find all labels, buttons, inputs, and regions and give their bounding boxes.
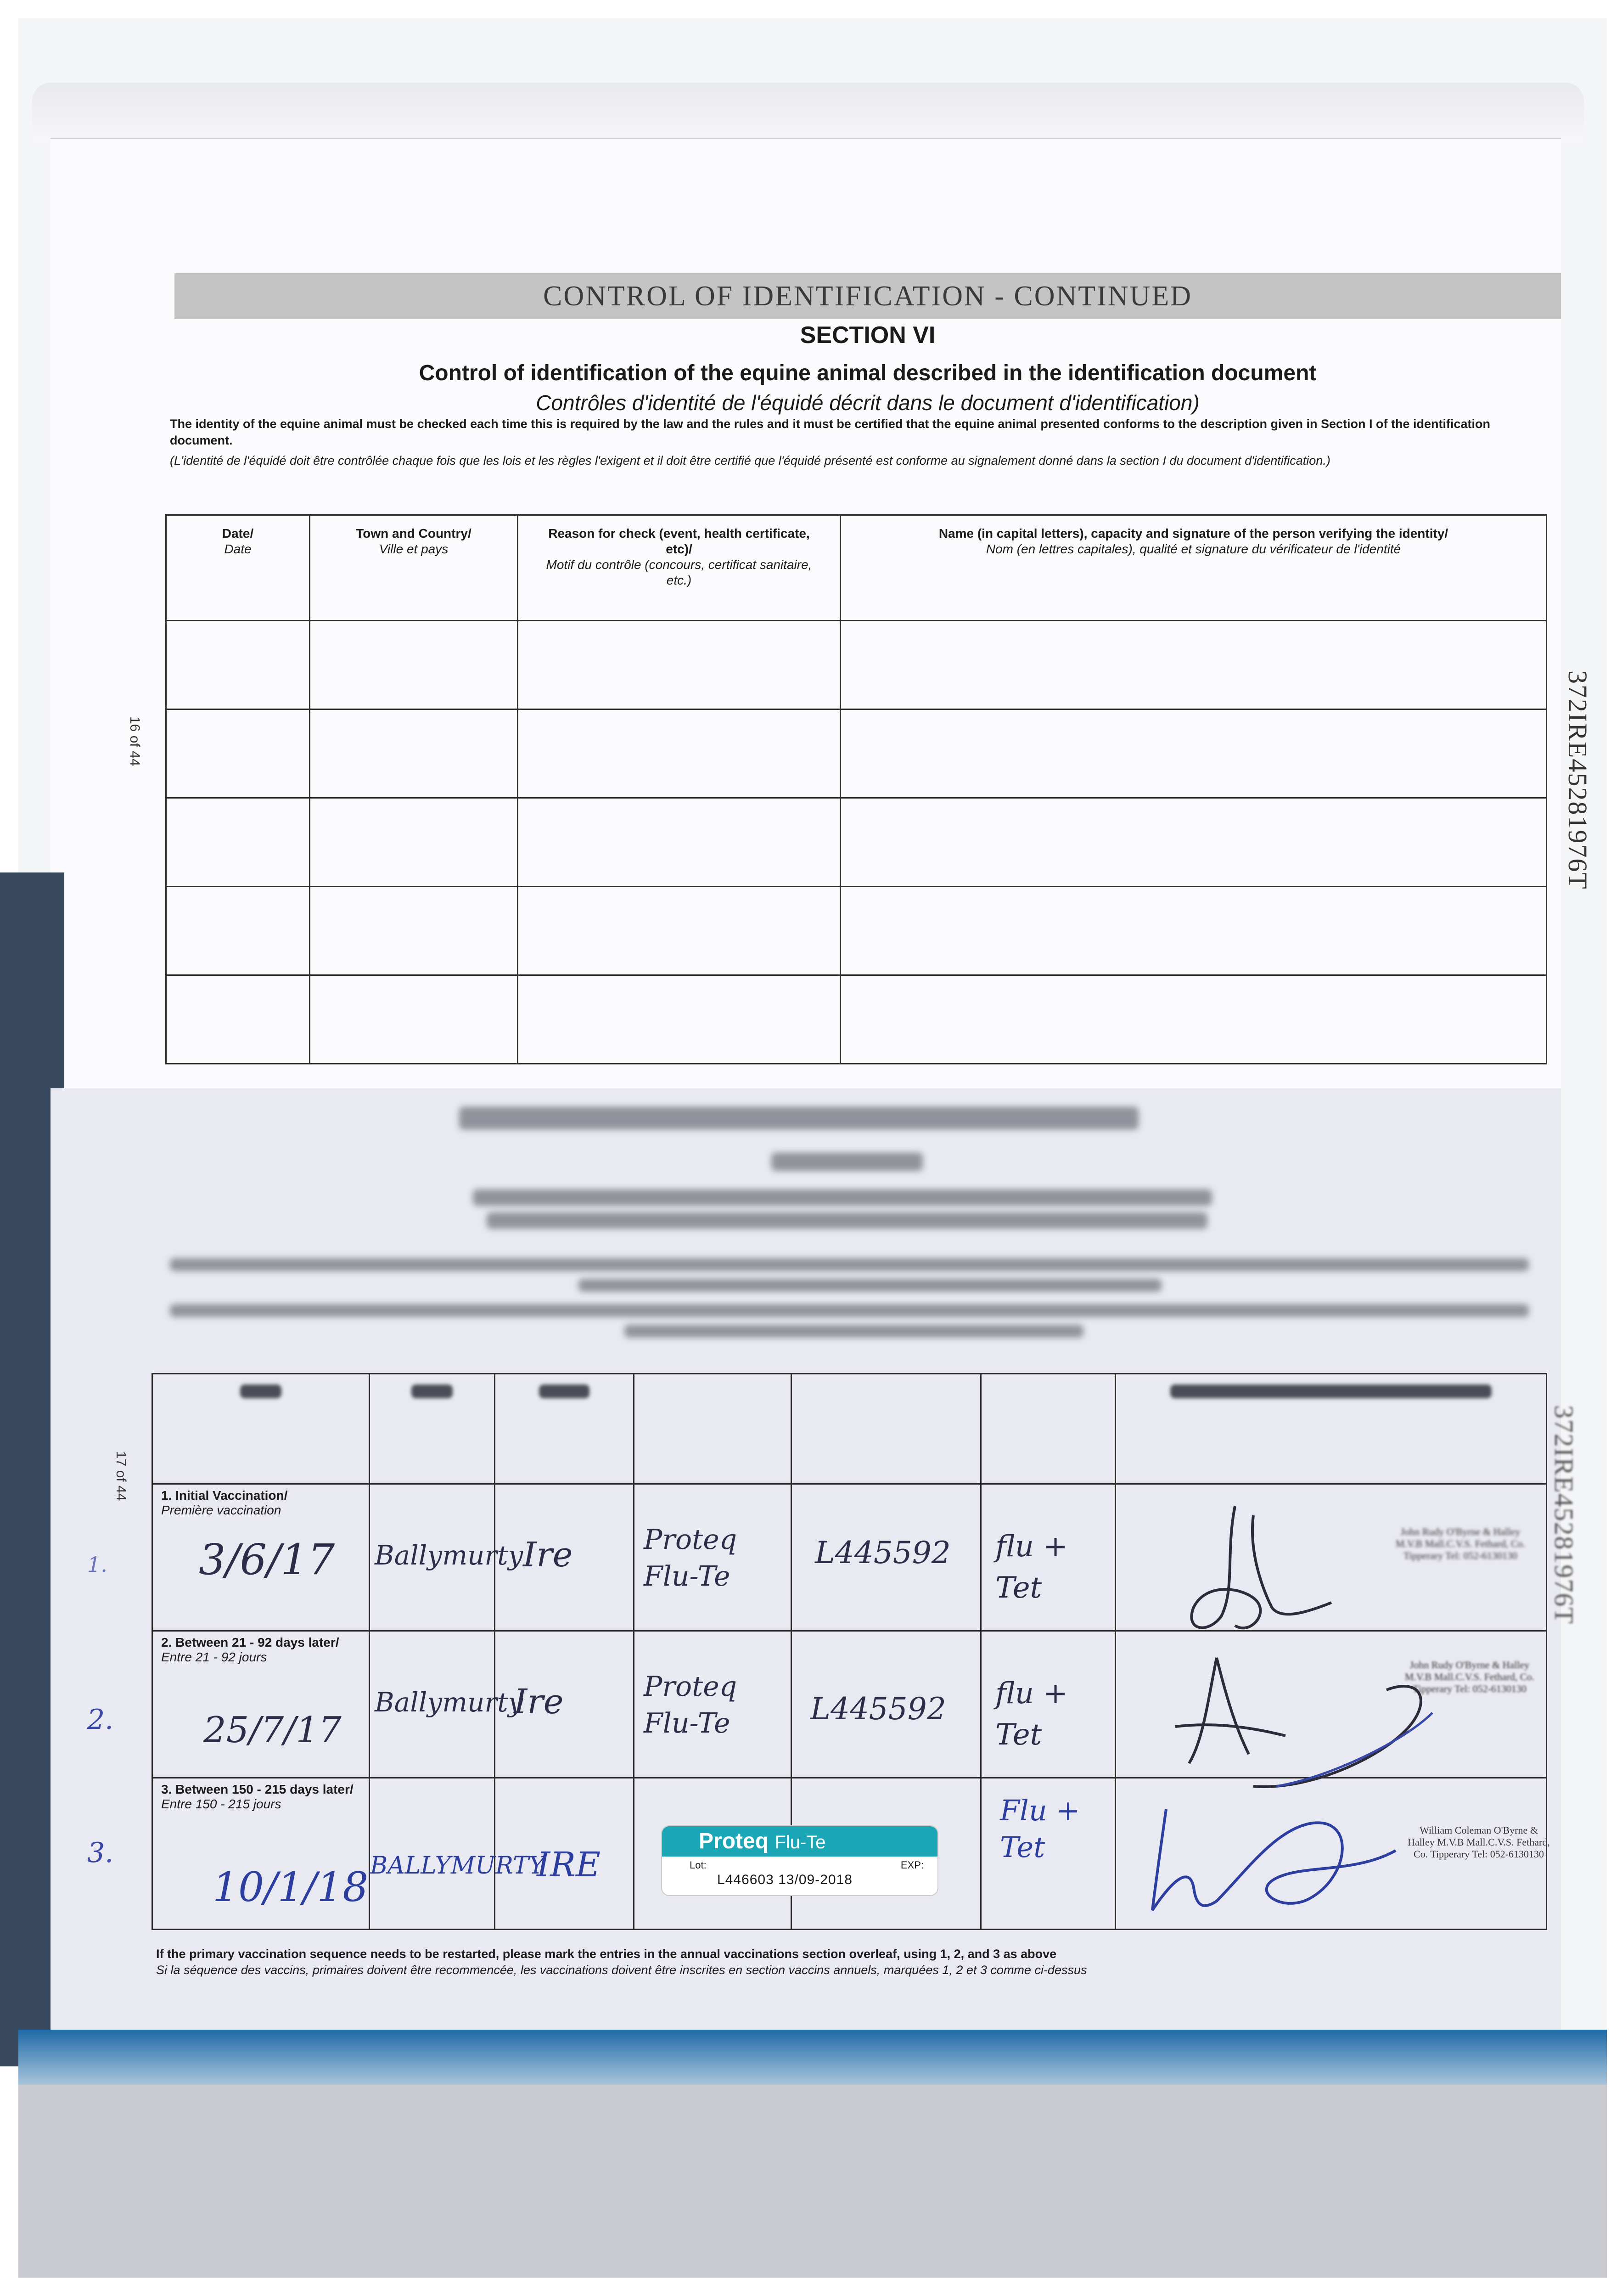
signature-row-2 bbox=[1148, 1649, 1469, 1800]
header-verifier: Name (in capital letters), capacity and signature of the person verifying the identity/ Nom (en lettres capitales), qualité et signature du vérificateur de l'identité bbox=[841, 515, 1547, 621]
header-place-blurred bbox=[370, 1374, 495, 1484]
vaccination-date: 25/7/17 bbox=[203, 1710, 342, 1751]
row-label: 1. Initial Vaccination/ Première vaccination bbox=[161, 1488, 288, 1517]
sticker-exp-label: EXP: bbox=[900, 1859, 924, 1871]
vaccine-batch: L445592 bbox=[810, 1691, 946, 1727]
table-row bbox=[166, 887, 1547, 975]
page-curl bbox=[32, 83, 1584, 142]
table-row bbox=[166, 975, 1547, 1064]
table-row bbox=[166, 621, 1547, 709]
signature-row-1 bbox=[1157, 1497, 1341, 1644]
vaccination-country: Ire bbox=[514, 1682, 564, 1722]
cover-edge bbox=[18, 2030, 1607, 2085]
section-banner: CONTROL OF IDENTIFICATION - CONTINUED bbox=[174, 273, 1561, 319]
row-label: 2. Between 21 - 92 days later/ Entre 21 - 92 jours bbox=[161, 1635, 339, 1664]
header-reason: Reason for check (event, health certificate, etc)/ Motif du contrôle (concours, certificat sanitaire, etc.) bbox=[518, 515, 841, 621]
title-french: Contrôles d'identité de l'équidé décrit dans le document d'identification) bbox=[536, 391, 1200, 415]
passport-number-top: 372IRE45281976T bbox=[1563, 670, 1593, 890]
section-title: SECTION VI bbox=[800, 322, 936, 349]
vaccination-place: BALLYMURTY bbox=[370, 1852, 545, 1880]
vaccine-name: Proteq Flu-Te bbox=[644, 1524, 737, 1593]
page-number-bottom: 17 of 44 bbox=[113, 1451, 129, 1501]
vaccine-label-sticker bbox=[661, 1825, 938, 1896]
signature-row-3 bbox=[1139, 1791, 1414, 1929]
vaccination-date: 3/6/17 bbox=[199, 1535, 335, 1584]
sticker-brand: Proteq Flu-Te bbox=[662, 1826, 937, 1857]
table-row bbox=[166, 798, 1547, 887]
vet-stamp: John Rudy O'Byrne & Halley M.V.B Mall.C.V.S. Fethard, Co. Tipperary Tel: 052-6130130 bbox=[1395, 1526, 1526, 1561]
header-country-blurred bbox=[495, 1374, 634, 1484]
vaccine-batch: L445592 bbox=[815, 1535, 951, 1570]
vaccine-disease: Flu + Tet bbox=[1000, 1794, 1080, 1864]
vaccination-place: Ballymurty bbox=[375, 1540, 523, 1571]
vet-stamp: John Rudy O'Byrne & Halley M.V.B Mall.C.V.S. Fethard, Co. Tipperary Tel: 052-6130130 bbox=[1404, 1659, 1535, 1694]
vaccination-country: IRE bbox=[537, 1845, 601, 1885]
row-marker-1: 1. bbox=[87, 1552, 107, 1577]
table-row bbox=[166, 709, 1547, 798]
passport-number-bottom: 372IRE45281976T bbox=[1549, 1405, 1579, 1625]
vaccine-disease: flu + Tet bbox=[995, 1530, 1068, 1605]
instruction-english: The identity of the equine animal must be checked each time this is required by the law and the rules and it must be certified that the equine animal presented conforms to the description given in Section I of the identification document. bbox=[170, 417, 1491, 447]
vaccination-date: 10/1/18 bbox=[213, 1863, 369, 1911]
header-batch-blurred bbox=[791, 1374, 981, 1484]
sticker-code: L446603 13/09-2018 bbox=[717, 1872, 853, 1887]
row-label: 3. Between 150 - 215 days later/ Entre 150 - 215 jours bbox=[161, 1782, 354, 1811]
row-marker-2: 2. bbox=[87, 1704, 114, 1736]
header-disease-blurred bbox=[981, 1374, 1116, 1484]
vaccine-name: Proteq Flu-Te bbox=[644, 1671, 737, 1739]
header-vet-blurred bbox=[1116, 1374, 1547, 1484]
header-vaccine-name-blurred bbox=[634, 1374, 791, 1484]
identification-check-table bbox=[165, 514, 1547, 1064]
header-date: Date/ Date bbox=[166, 515, 310, 621]
vaccination-country: Ire bbox=[523, 1535, 573, 1575]
footnote-french: Si la séquence des vaccins, primaires doivent être recommencée, les vaccinations doivent être inscrites en section vaccins annuels, marquées 1, 2 et 3 comme ci-dessus bbox=[156, 1963, 1087, 1977]
vet-stamp: William Coleman O'Byrne & Halley M.V.B Mall.C.V.S. Fethard, Co. Tipperary Tel: 052-6130130 bbox=[1408, 1824, 1550, 1860]
page-number-top: 16 of 44 bbox=[127, 716, 142, 766]
header-date-blurred bbox=[152, 1374, 370, 1484]
sticker-lot-label: Lot: bbox=[690, 1859, 707, 1871]
instruction-french: (L'identité de l'équidé doit être contrôlée chaque fois que les lois et les règles l'exigent et il doit être certifié que l'équidé présenté est conforme au signalement donné dans la section I du document d'identification.) bbox=[170, 454, 1330, 467]
footnote-english: If the primary vaccination sequence needs to be restarted, please mark the entries in the annual vaccinations section overleaf, using 1, 2, and 3 as above bbox=[156, 1947, 1057, 1961]
vaccination-place: Ballymurty bbox=[375, 1687, 523, 1718]
header-town-country: Town and Country/ Ville et pays bbox=[310, 515, 518, 621]
scanner-background bbox=[18, 2085, 1607, 2278]
row-marker-3: 3. bbox=[87, 1837, 114, 1869]
vaccine-disease: flu + Tet bbox=[995, 1677, 1068, 1752]
title-english: Control of identification of the equine animal described in the identification document bbox=[419, 361, 1317, 385]
